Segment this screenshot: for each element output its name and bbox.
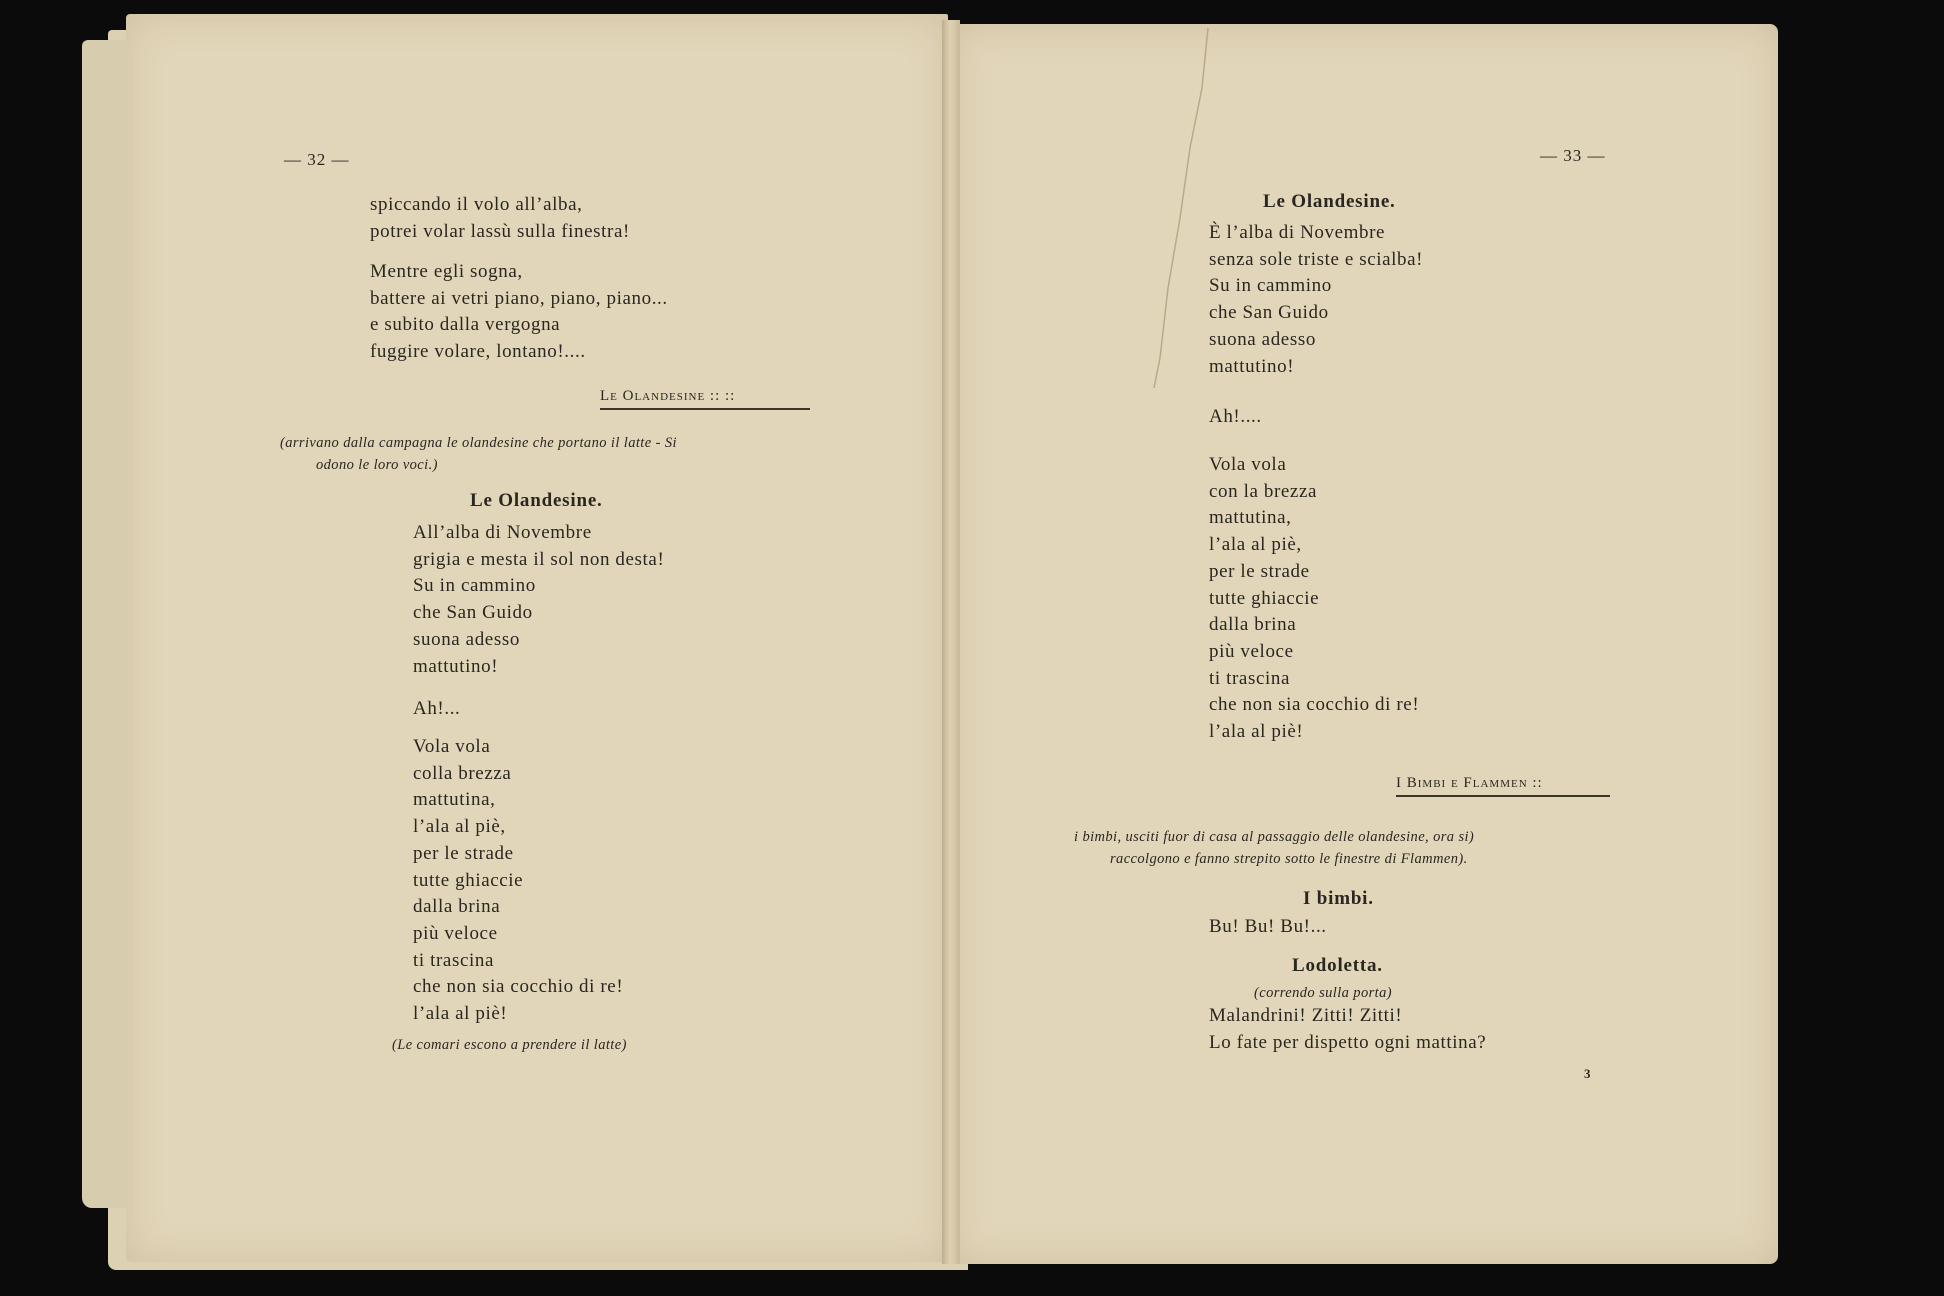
stage-line: (arrivano dalla campagna le olandesine che portano il latte - Si [280,435,677,451]
paper-crease [1150,28,1210,388]
verse-line: suona adesso [413,628,520,650]
stage-line: raccolgono e fanno strepito sotto le finestre di Flammen). [1110,851,1468,867]
verse-line: mattutina, [413,789,496,811]
stage-direction [1074,826,1474,870]
verse-line: All’alba di Novembre [413,522,592,543]
speaker-name: I bimbi. [1303,888,1374,909]
verse-line: Ah!... [413,698,461,719]
verse-line: Malandrini! Zitti! Zitti! [1209,1005,1403,1026]
stage-line: odono le loro voci.) [316,457,438,473]
verse-line: che San Guido [413,602,533,624]
verse-line: l’ala al piè, [1209,534,1302,556]
verse-line: e subito dalla vergogna [370,314,561,336]
verse-line: potrei volar lassù sulla finestra! [370,220,630,242]
verse-line: spiccando il volo all’alba, [370,194,583,215]
stanza [370,192,630,245]
verse-line: che San Guido [1209,302,1329,324]
stanza [1209,220,1423,380]
verse-line: ti trascina [413,949,494,971]
scene-heading: Le Olandesine :: :: [600,388,810,410]
stanza [413,734,623,1028]
stage-direction: (Le comari escono a prendere il latte) [392,1037,627,1053]
verse-line: l’ala al piè, [413,816,506,838]
scene-heading: I Bimbi e Flammen :: [1396,775,1610,797]
verse-line: suona adesso [1209,328,1316,350]
verse-line: mattutino! [413,655,499,677]
stage-direction: (correndo sulla porta) [1254,985,1392,1001]
verse-line: che non sia cocchio di re! [1209,694,1420,716]
verse-line: mattutino! [1209,355,1295,377]
speaker-name: Le Olandesine. [1263,191,1396,212]
stage-direction [280,432,677,476]
verse-line: l’ala al piè! [1209,721,1304,743]
verse-line: tutte ghiaccie [1209,587,1320,609]
verse-line: Su in cammino [1209,275,1332,297]
verse-line: Ah!.... [1209,406,1262,427]
verse-line: più veloce [413,922,498,944]
verse-line: Bu! Bu! Bu!... [1209,916,1327,937]
verse-line: ti trascina [1209,667,1290,689]
verse-line: per le strade [413,842,514,864]
verse-line: Lo fate per dispetto ogni mattina? [1209,1031,1487,1053]
verse-line: più veloce [1209,640,1294,662]
book-gutter [942,20,960,1264]
verse-line: senza sole triste e scialba! [1209,248,1424,270]
verse-line: fuggire volare, lontano!.... [370,341,586,363]
stage-line: i bimbi, usciti fuor di casa al passaggio delle olandesine, ora si) [1074,829,1475,845]
stanza [413,520,664,680]
verse-line: Su in cammino [413,575,536,597]
verse-line: Vola vola [1209,454,1287,475]
stanza [1209,1003,1486,1056]
stanza [370,259,668,366]
verse-line: per le strade [1209,560,1310,582]
verse-line: tutte ghiaccie [413,869,524,891]
printer-signature: 3 [1584,1066,1591,1081]
speaker-name: Lodoletta. [1292,955,1383,976]
verse-line: È l’alba di Novembre [1209,222,1386,243]
verse-line: battere ai vetri piano, piano, piano... [370,287,668,309]
verse-line: grigia e mesta il sol non desta! [413,548,665,570]
verse-line: Mentre egli sogna, [370,261,523,282]
verse-line: mattutina, [1209,507,1292,529]
verse-line: dalla brina [413,896,501,918]
verse-line: Vola vola [413,736,491,757]
verse-line: con la brezza [1209,480,1318,502]
stanza [1209,452,1419,746]
verse-line: l’ala al piè! [413,1003,508,1025]
page-number: — 32 — [284,150,350,169]
verse-line: che non sia cocchio di re! [413,976,624,998]
speaker-name: Le Olandesine. [470,490,603,511]
verse-line: colla brezza [413,762,512,784]
page-number: — 33 — [1540,146,1606,165]
verse-line: dalla brina [1209,614,1297,636]
